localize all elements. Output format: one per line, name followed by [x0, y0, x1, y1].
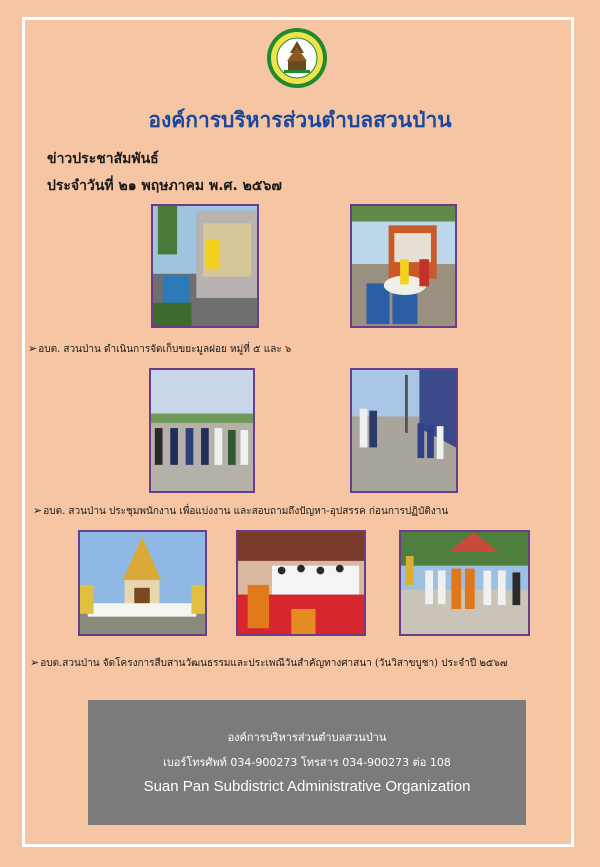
- section-1-caption: [28, 342, 291, 357]
- footer-english-name: Suan Pan Subdistrict Administrative Organization: [143, 778, 471, 795]
- visakha-bucha-photo-1: [78, 530, 207, 636]
- arrow-bullet-icon: ➢: [28, 342, 38, 355]
- staff-meeting-photo-2: [350, 368, 458, 493]
- footer-org-name: องค์การบริหารส่วนตำบลสวนป่าน: [227, 731, 387, 744]
- garbage-collection-photo-1: [151, 204, 259, 328]
- visakha-bucha-photo-2: [236, 530, 366, 636]
- section-3-caption: [30, 656, 507, 671]
- section-2-caption: [33, 504, 448, 519]
- arrow-bullet-icon: ➢: [30, 656, 40, 669]
- press-release-label: ข่าวประชาสัมพันธ์: [47, 151, 159, 167]
- org-title: องค์การบริหารส่วนตำบลสวนป่าน: [148, 108, 452, 132]
- arrow-bullet-icon: ➢: [33, 504, 43, 517]
- garbage-collection-photo-2: [350, 204, 457, 328]
- staff-meeting-photo-1: [149, 368, 255, 493]
- subdistrict-seal-logo: [266, 27, 328, 89]
- footer-contact-numbers: เบอร์โทรศัพท์ 034-900273 โทรสาร 034-900273 ต่อ 108: [163, 756, 451, 769]
- section-2-caption-text: อบต. สวนป่าน ประชุมพนักงาน เพื่อแบ่งงาน และสอบถามถึงปัญหา-อุปสรรค ก่อนการปฏิบัติงาน: [43, 506, 449, 517]
- visakha-bucha-photo-3: [399, 530, 530, 636]
- press-release-date: ประจำวันที่ ๒๑ พฤษภาคม พ.ศ. ๒๕๖๗: [47, 178, 282, 194]
- contact-footer: [88, 700, 526, 825]
- section-1-caption-text: อบต. สวนป่าน ดำเนินการจัดเก็บขยะมูลฝอย หมู่ที่ ๕ และ ๖: [38, 344, 292, 355]
- section-3-caption-text: อบต.สวนป่าน จัดโครงการสืบสานวัฒนธรรมและประเพณีวันสำคัญทางศาสนา (วันวิสาขบูชา) ประจำปี ๒๕๖๗: [40, 658, 508, 669]
